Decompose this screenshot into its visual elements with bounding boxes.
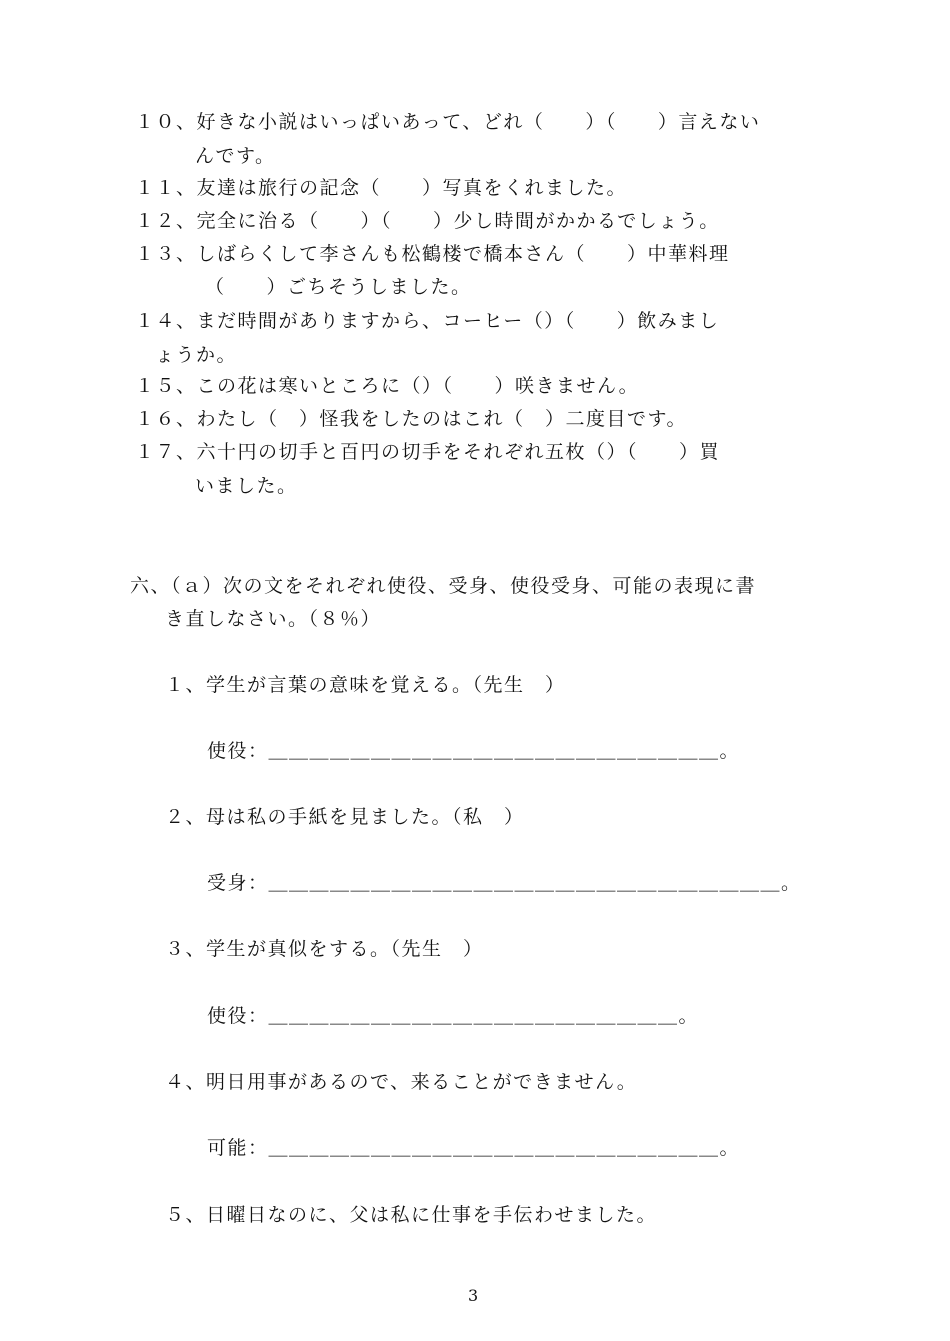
exercise-4-answer-blank[interactable]: 可能：＿＿＿＿＿＿＿＿＿＿＿＿＿＿＿＿＿＿＿＿＿＿。	[207, 1137, 741, 1159]
question-17-line-1: １７、六十円の切手と百円の切手をそれぞれ五枚（）（ ）買	[135, 441, 721, 463]
exercise-1-prompt: １、学生が言葉の意味を覚える。（先生 ）	[165, 674, 566, 696]
question-13-line-2: （ ）ごちそうしました。	[205, 276, 472, 298]
page-number: 3	[468, 1286, 479, 1305]
exercise-4-prompt: ４、明日用事があるので、来ることができません。	[165, 1071, 638, 1093]
exercise-2-answer-blank[interactable]: 受身：＿＿＿＿＿＿＿＿＿＿＿＿＿＿＿＿＿＿＿＿＿＿＿＿＿。	[207, 872, 802, 894]
exercise-2-prompt: ２、母は私の手紙を見ました。（私 ）	[165, 806, 525, 828]
section-6-heading-line-2: き直しなさい。（８％）	[165, 608, 382, 630]
question-13-line-1: １３、しばらくして李さんも松鶴楼で橋本さん（ ）中華料理	[135, 243, 730, 265]
question-12: １２、完全に治る（ ）（ ）少し時間がかかるでしょう。	[135, 210, 720, 232]
exercise-3-answer-blank[interactable]: 使役：＿＿＿＿＿＿＿＿＿＿＿＿＿＿＿＿＿＿＿＿。	[207, 1005, 700, 1027]
exercise-5-prompt: ５、日曜日なのに、父は私に仕事を手伝わせました。	[165, 1204, 658, 1226]
question-16: １６、わたし（ ）怪我をしたのはこれ（ ）二度目です。	[135, 408, 687, 430]
question-14-line-1: １４、まだ時間がありますから、コーヒー（）（ ）飲みまし	[135, 310, 720, 332]
question-14-line-2: ょうか。	[155, 344, 238, 366]
question-10-line-2: んです。	[195, 145, 276, 167]
question-11: １１、友達は旅行の記念（ ）写真をくれました。	[135, 177, 628, 199]
exercise-1-answer-blank[interactable]: 使役：＿＿＿＿＿＿＿＿＿＿＿＿＿＿＿＿＿＿＿＿＿＿。	[207, 740, 741, 762]
question-17-line-2: いました。	[195, 475, 298, 497]
section-6-heading-line-1: 六、（ａ）次の文をそれぞれ使役、受身、使役受身、可能の表現に書	[130, 575, 757, 597]
question-15: １５、この花は寒いところに（）（ ）咲きません。	[135, 375, 640, 397]
exercise-3-prompt: ３、学生が真似をする。（先生 ）	[165, 938, 484, 960]
question-10-line-1: １０、好きな小説はいっぱいあって、どれ（ ）（ ）言えない	[135, 111, 761, 133]
